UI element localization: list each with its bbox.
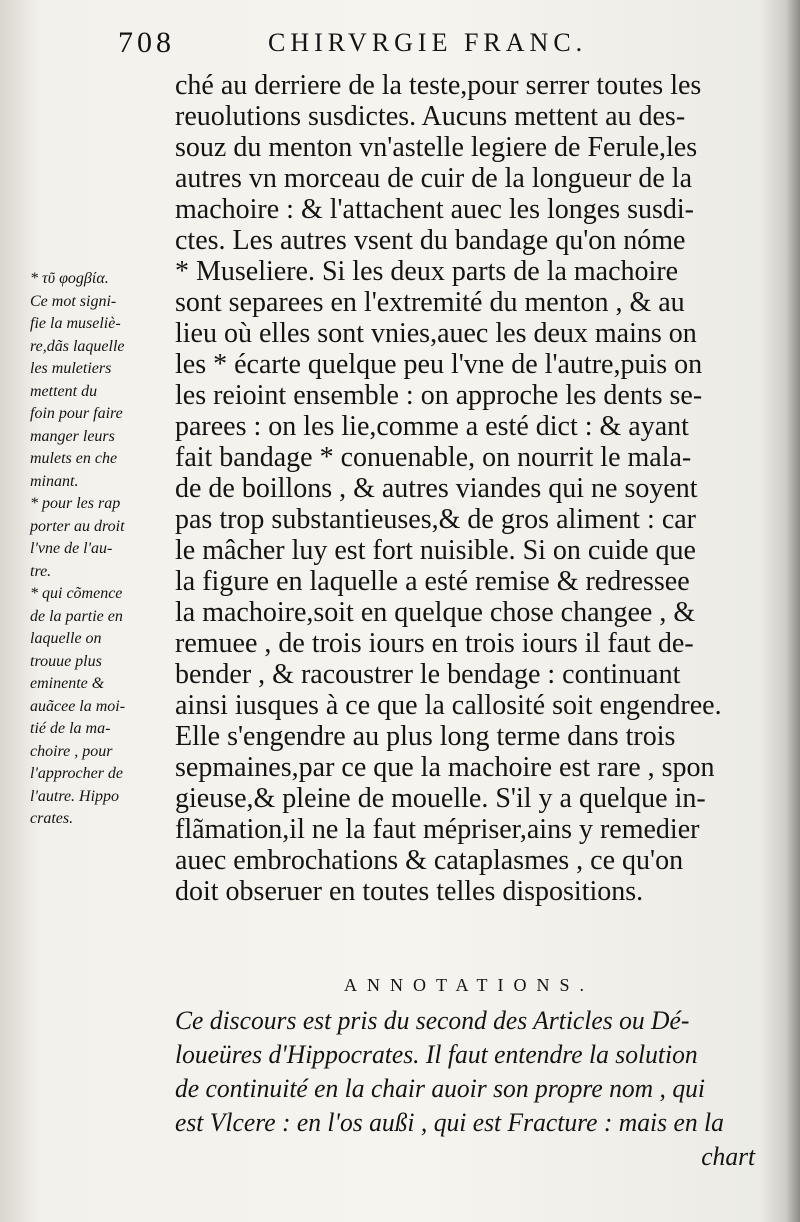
margin-note-line: tié de la ma- — [30, 720, 111, 737]
page-edge-shadow — [786, 0, 800, 1222]
annotation-line: Ce discours est pris du second des Articles ou Dé- — [175, 1006, 690, 1035]
text-line: la machoire,soit en quelque chose changee , & — [175, 597, 696, 628]
margin-note-line: de la partie en — [30, 607, 123, 625]
margin-note-line: * τῦ φοgβία. — [30, 270, 109, 287]
margin-note-line: mulets en che — [30, 450, 118, 467]
text-line: le mâcher luy est fort nuisible. Si on cuide que — [175, 535, 696, 566]
text-line: machoire : & l'attachent auec les longes susdi- — [175, 194, 694, 225]
text-line: doit obseruer en toutes telles dispositions. — [175, 876, 644, 907]
text-line: sepmaines,par ce que la machoire est rare , spon — [175, 752, 715, 783]
text-line: bender , & racoustrer le bendage : continuant — [175, 659, 681, 690]
text-line: flãmation,il ne la faut mépriser,ains y remedier — [175, 814, 700, 845]
text-line: remuee , de trois iours en trois iours il faut de- — [175, 628, 694, 659]
text-line: auec embrochations & cataplasmes , ce qu'on — [175, 845, 684, 876]
annotation-line: de continuité en la chair auoir son propre nom , qui — [175, 1074, 705, 1103]
text-line: de de boillons , & autres viandes qui ne soyent — [175, 473, 698, 504]
margin-note-line: l'vne de l'au- — [30, 540, 113, 557]
margin-note-line: l'approcher de — [30, 765, 124, 782]
text-line: les reioint ensemble : on approche les dents se- — [175, 380, 703, 411]
text-line: ctes. Les autres vsent du bandage qu'on nóme — [175, 225, 686, 256]
margin-note-line: * pour les rap — [30, 495, 121, 512]
text-line: les * écarte quelque peu l'vne de l'autre,puis on — [175, 349, 703, 380]
margin-note-line: porter au droit — [30, 517, 125, 535]
catchword: chart — [701, 1142, 756, 1171]
text-line: ché au derriere de la teste,pour serrer toutes les — [175, 70, 702, 101]
margin-note-line: l'autre. Hippo — [30, 787, 120, 805]
text-line: lieu où elles sont vnies,auec les deux mains on — [175, 318, 697, 349]
margin-note-line: tre. — [30, 562, 52, 580]
margin-note-line: Ce mot signi- — [30, 292, 117, 310]
main-text-block — [175, 70, 763, 907]
margin-note-line: * qui cõmence — [30, 585, 123, 602]
margin-note-line: foin pour faire — [30, 405, 123, 422]
margin-note-line: manger leurs — [30, 427, 115, 445]
text-line: ainsi iusques à ce que la callosité soit engendree. — [175, 690, 722, 721]
margin-note-line: laquelle on — [30, 630, 102, 647]
annotations-heading: ANNOTATIONS. — [343, 975, 595, 995]
text-line: souz du menton vn'astelle legiere de Ferule,les — [175, 132, 698, 163]
annotation-text-block — [175, 1004, 775, 1174]
margin-note-line: choire , pour — [30, 742, 113, 760]
margin-note-line: mettent du — [30, 382, 98, 400]
text-line: la figure en laquelle a esté remise & redressee — [175, 566, 690, 597]
annotation-line: est Vlcere : en l'os außi , qui est Fracture : mais en la — [175, 1108, 724, 1137]
margin-note-line: re,dãs laquelle — [30, 337, 125, 355]
page-header — [118, 26, 678, 66]
text-line: reuolutions susdictes. Aucuns mettent au des- — [175, 101, 686, 132]
text-line: parees : on les lie,comme a esté dict : & ayant — [175, 411, 689, 442]
text-line: gieuse,& pleine de mouelle. S'il y a quelque in- — [175, 783, 706, 814]
margin-note-line: eminente & — [30, 675, 105, 692]
running-title: CHIRVRGIE FRANC. — [268, 28, 588, 57]
margin-note-line: minant. — [30, 472, 79, 490]
margin-note-line: trouue plus — [30, 652, 102, 670]
margin-note-line: fie la museliè- — [30, 315, 121, 332]
margin-notes — [30, 268, 170, 831]
margin-note-line: crates. — [30, 810, 74, 827]
text-line: fait bandage * conuenable, on nourrit le mala- — [175, 442, 692, 473]
margin-note-line: auãcee la moi- — [30, 697, 126, 715]
page-number: 708 — [118, 26, 175, 59]
text-line: Elle s'engendre au plus long terme dans trois — [175, 721, 676, 752]
text-line: autres vn morceau de cuir de la longueur de la — [175, 163, 693, 194]
text-line: pas trop substantieuses,& de gros aliment : car — [175, 504, 696, 535]
annotation-line: loueüres d'Hippocrates. Il faut entendre la solution — [175, 1040, 698, 1069]
text-line: sont separees en l'extremité du menton , & au — [175, 287, 685, 318]
margin-note-line: les muletiers — [30, 360, 112, 377]
text-line: * Museliere. Si les deux parts de la machoire — [175, 256, 679, 287]
